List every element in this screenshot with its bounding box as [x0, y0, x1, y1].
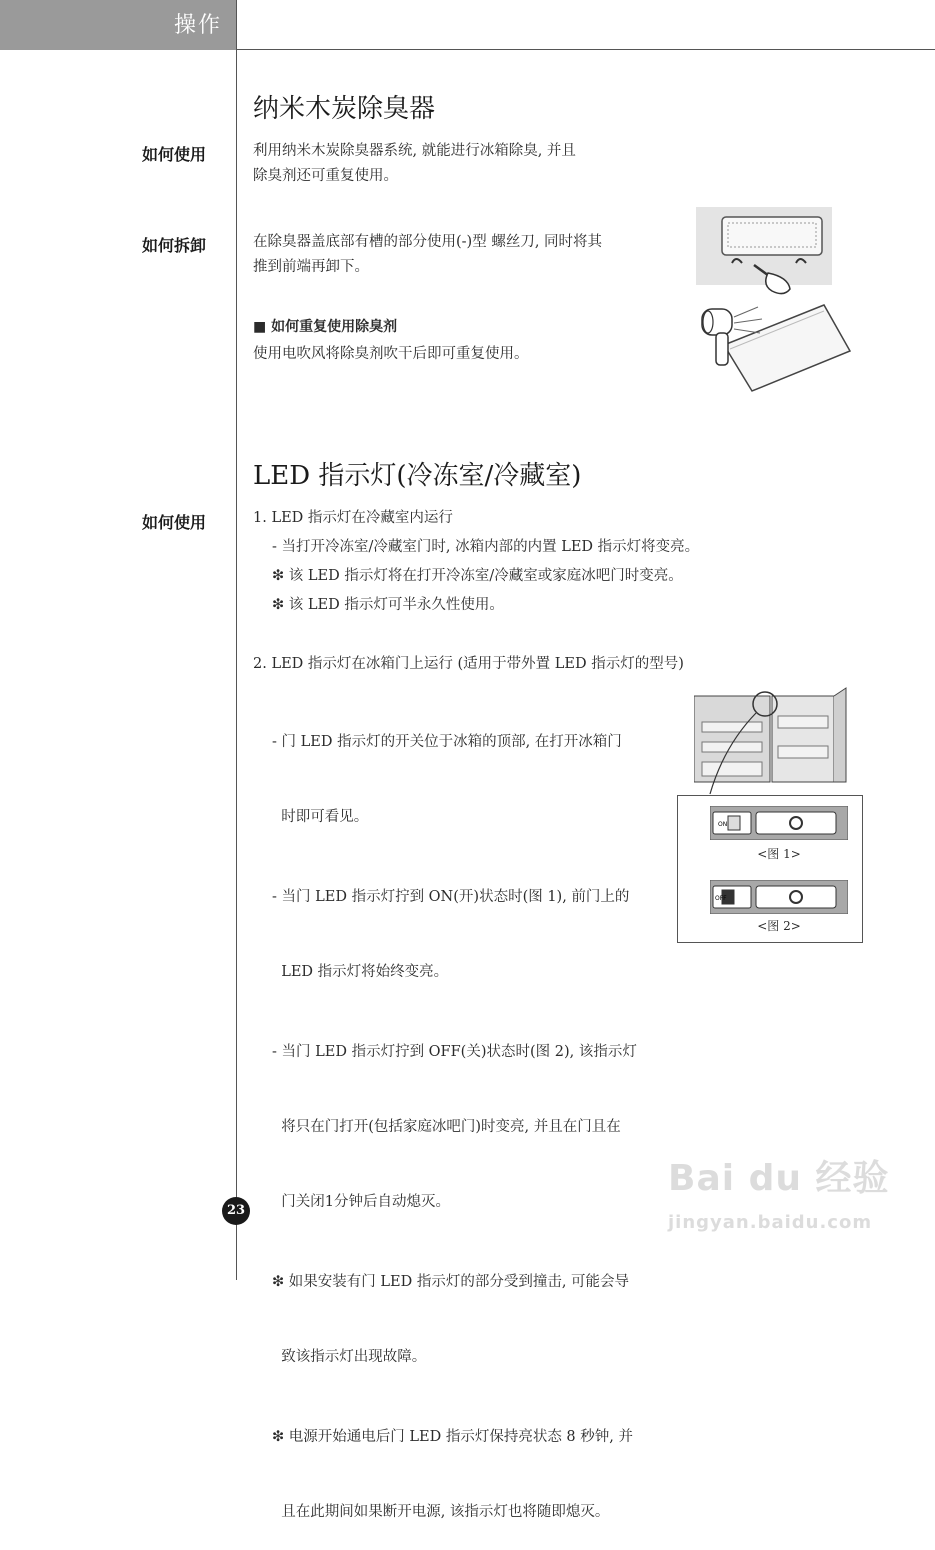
- text-line: - 当门 LED 指示灯拧到 ON(开)状态时(图 1), 前门上的: [272, 889, 630, 905]
- switch-on-label: ON: [718, 821, 728, 828]
- text-line: 除臭剂还可重复使用。: [253, 168, 398, 184]
- hair-dryer-illustration: [696, 303, 852, 395]
- text-line: ❇ 该 LED 指示灯可半永久性使用。: [272, 597, 504, 613]
- section1-how-to-use-label: 如何使用: [142, 145, 207, 164]
- section1-how-to-use-text: [253, 139, 576, 189]
- page-number: 23: [222, 1197, 250, 1225]
- reuse-text: 使用电吹风将除臭剂吹干后即可重复使用。: [253, 346, 529, 362]
- watermark-brand: Bai du 经验: [668, 1158, 890, 1199]
- text-line: ❇ 电源开始通电后门 LED 指示灯保持亮状态 8 秒钟, 并: [272, 1429, 633, 1445]
- text-line: 推到前端再卸下。: [253, 259, 369, 275]
- text-line: 致该指示灯出现故障。: [272, 1349, 427, 1365]
- fridge-interior-illustration: [694, 686, 848, 796]
- section2-title: LED 指示灯(冷冻室/冷藏室): [253, 461, 582, 491]
- text-line: - 当打开冷冻室/冷藏室门时, 冰箱内部的内置 LED 指示灯将变亮。: [272, 539, 700, 555]
- section-label: 操作: [173, 13, 222, 38]
- header-divider: [236, 49, 935, 50]
- watermark-url: jingyan.baidu.com: [668, 1212, 873, 1233]
- section1-how-to-remove-label: 如何拆卸: [142, 236, 207, 255]
- text-line: 将只在门打开(包括家庭冰吧门)时变亮, 并且在门且在: [272, 1119, 621, 1135]
- text-line: ❇ 该 LED 指示灯将在打开冷冻室/冷藏室或家庭冰吧门时变亮。: [272, 568, 683, 584]
- led-item2-title: 2. LED 指示灯在冰箱门上运行 (适用于带外置 LED 指示灯的型号): [253, 656, 684, 672]
- switch-on-figure: [710, 806, 848, 840]
- text-line: 时即可看见。: [272, 809, 369, 825]
- deodorizer-removal-illustration: [696, 207, 832, 301]
- section1-title: 纳米木炭除臭器: [253, 94, 436, 124]
- text-line: - 门 LED 指示灯的开关位于冰箱的顶部, 在打开冰箱门: [272, 734, 622, 750]
- figure1-caption: <图 1>: [757, 847, 801, 861]
- text-line: ❇ 如果安装有门 LED 指示灯的部分受到撞击, 可能会导: [272, 1274, 630, 1290]
- text-line: - 当门 LED 指示灯拧到 OFF(关)状态时(图 2), 该指示灯: [272, 1044, 637, 1060]
- text-line: 且在此期间如果断开电源, 该指示灯也将随即熄灭。: [272, 1504, 610, 1520]
- reuse-heading: ■ 如何重复使用除臭剂: [253, 319, 398, 335]
- text-line: 门关闭1分钟后自动熄灭。: [272, 1194, 450, 1210]
- led-item1-details: [272, 535, 699, 622]
- section2-how-to-use-label: 如何使用: [142, 513, 207, 532]
- text-line: LED 指示灯将始终变亮。: [272, 964, 449, 980]
- section1-how-to-remove-text: [253, 230, 602, 280]
- led-item2-details: [272, 680, 637, 1550]
- margin-rule: [236, 0, 237, 1280]
- text-line: 利用纳米木炭除臭器系统, 就能进行冰箱除臭, 并且: [253, 143, 576, 159]
- led-item1-title: 1. LED 指示灯在冷藏室内运行: [253, 510, 453, 526]
- text-line: 在除臭器盖底部有槽的部分使用(-)型 螺丝刀, 同时将其: [253, 234, 603, 250]
- switch-off-label: OFF: [715, 895, 727, 902]
- switch-off-figure: [710, 880, 848, 914]
- figure2-caption: <图 2>: [757, 919, 801, 933]
